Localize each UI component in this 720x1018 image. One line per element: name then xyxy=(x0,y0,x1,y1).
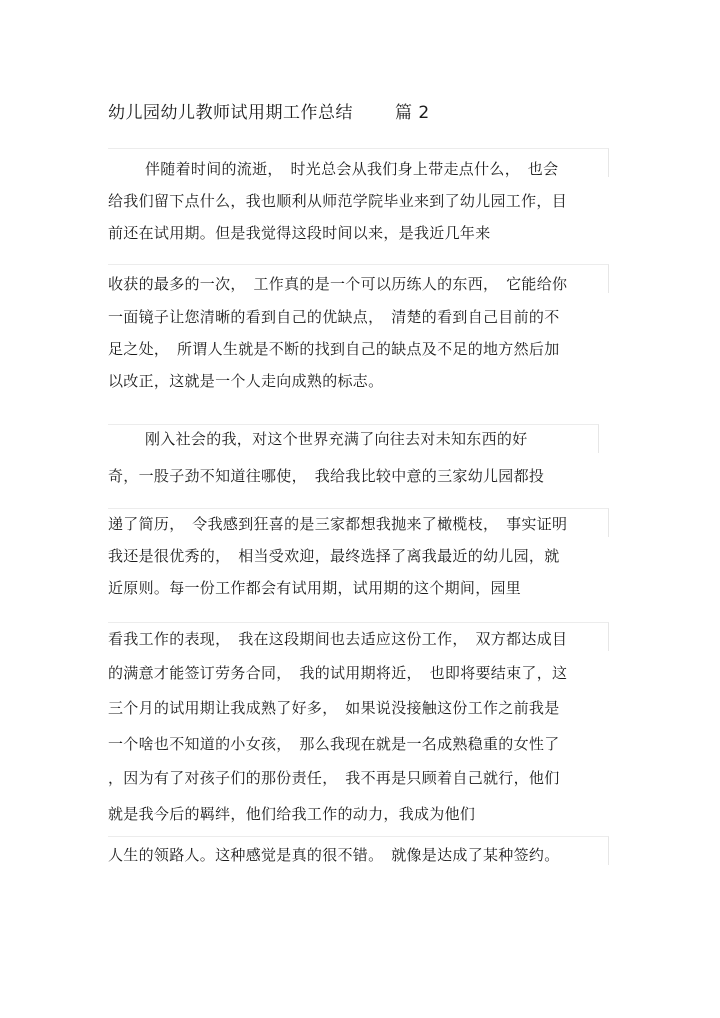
paragraph-line: 前还在试用期。但是我觉得这段时间以来，是我近几年来 xyxy=(108,224,491,242)
paragraph-line: 一个啥也不知道的小女孩， 那么我现在就是一名成熟稳重的女性了 xyxy=(108,735,560,753)
paragraph-line: 递了简历， 令我感到狂喜的是三家都想我抛来了橄榄枝， 事实证明 xyxy=(108,515,568,533)
paragraph-line: 刚入社会的我，对这个世界充满了向往去对未知东西的好 xyxy=(145,430,528,448)
paragraph-line: 足之处， 所谓人生就是不断的找到自己的缺点及不足的地方然后加 xyxy=(108,340,560,358)
paragraph-line: 就是我今后的羁绊，他们给我工作的动力，我成为他们 xyxy=(108,805,476,823)
paragraph-line: 三个月的试用期让我成熟了好多， 如果说没接触这份工作之前我是 xyxy=(108,699,560,717)
paragraph-line: 一面镜子让您清晰的看到自己的优缺点， 清楚的看到自己目前的不 xyxy=(108,308,560,326)
paragraph-line: 看我工作的表现， 我在这段期间也去适应这份工作， 双方都达成目 xyxy=(108,630,568,648)
paragraph-line: ，因为有了对孩子们的那份责任， 我不再是只顾着自己就行，他们 xyxy=(108,769,560,787)
paragraph-line: 收获的最多的一次， 工作真的是一个可以历练人的东西， 它能给你 xyxy=(108,275,568,293)
title-text: 幼儿园幼儿教师试用期工作总结 xyxy=(108,103,353,123)
paragraph-line: 以改正，这就是一个人走向成熟的标志。 xyxy=(108,372,384,390)
paragraph-line: 给我们留下点什么，我也顺利从师范学院毕业来到了幼儿园工作，目 xyxy=(108,192,568,210)
paragraph-line: 近原则。每一份工作都会有试用期，试用期的这个期间，园里 xyxy=(108,579,522,597)
title-suffix: 篇 2 xyxy=(395,103,430,123)
paragraph-line: 我还是很优秀的， 相当受欢迎，最终选择了离我最近的幼儿园，就 xyxy=(108,547,560,565)
paragraph-line: 伴随着时间的流逝， 时光总会从我们身上带走点什么， 也会 xyxy=(145,160,559,178)
document-title xyxy=(108,98,430,123)
paragraph-line: 奇，一股子劲不知道往哪使， 我给我比较中意的三家幼儿园都投 xyxy=(108,467,545,485)
paragraph-line: 人生的领路人。这种感觉是真的很不错。 就像是达成了某种签约。 xyxy=(108,846,560,864)
paragraph-line: 的满意才能签订劳务合同， 我的试用期将近， 也即将要结束了，这 xyxy=(108,664,568,682)
